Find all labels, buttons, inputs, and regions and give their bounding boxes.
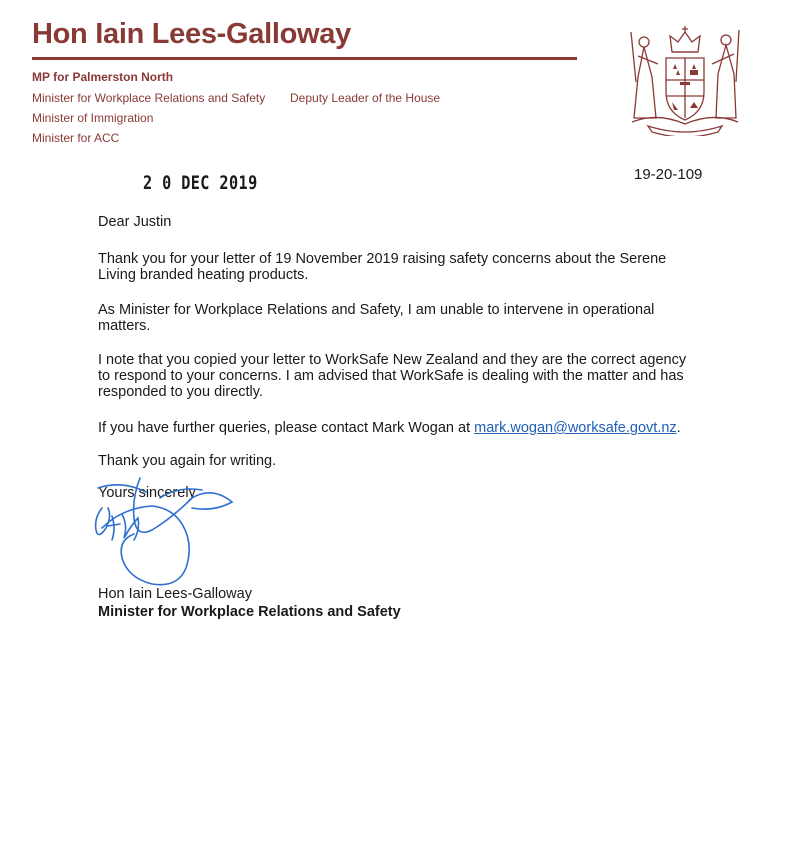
electorate-label: MP for Palmerston North [32, 70, 174, 84]
salutation: Dear Justin [98, 214, 172, 230]
paragraph-3: I note that you copied your letter to WorkSafe New Zealand and they are the correct agency to respond to your concerns. I am advised that WorkSafe is dealing with the matter and has responded to you directly. [98, 352, 687, 400]
paragraph-4 [98, 420, 708, 436]
email-link[interactable]: mark.wogan@worksafe.govt.nz [474, 420, 677, 436]
minister-name-heading: Hon Iain Lees-Galloway [32, 18, 351, 50]
signature-mark [82, 468, 252, 593]
signatory-name: Hon Iain Lees-Galloway [98, 586, 252, 602]
paragraph-2: As Minister for Workplace Relations and Safety, I am unable to intervene in operational matters. [98, 302, 655, 334]
paragraph-4-period: . [676, 420, 681, 436]
letterhead-rule [32, 57, 577, 60]
nz-coat-of-arms-icon [622, 22, 748, 136]
role-deputy-leader: Deputy Leader of the House [290, 91, 441, 105]
role-acc: Minister for ACC [32, 131, 120, 145]
role-workplace-relations: Minister for Workplace Relations and Safety [32, 91, 266, 105]
paragraph-1: Thank you for your letter of 19 November 2019 raising safety concerns about the Serene Living branded heating products. [98, 251, 667, 283]
paragraph-4-text: If you have further queries, please contact Mark Wogan at [98, 420, 471, 436]
thanks-line: Thank you again for writing. [98, 453, 277, 469]
date-stamp: 2 0 DEC 2019 [143, 172, 258, 194]
signatory-title: Minister for Workplace Relations and Safety [98, 604, 401, 620]
closing-line: Yours sincerely [98, 485, 196, 501]
role-immigration: Minister of Immigration [32, 111, 154, 125]
reference-number: 19-20-109 [634, 166, 703, 183]
